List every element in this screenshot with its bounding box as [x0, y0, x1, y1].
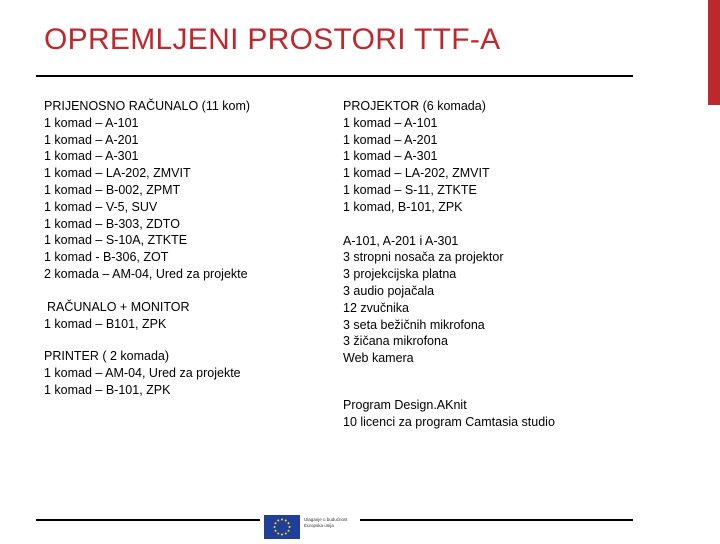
list-item: 3 žičana mikrofona: [343, 334, 448, 349]
left-column: [44, 98, 314, 399]
list-item: 1 komad – B-101, ZPK: [44, 382, 171, 397]
accent-bar: [708, 0, 720, 105]
list-item: 3 stropni nosača za projektor: [343, 250, 504, 265]
av-equipment-section: [343, 233, 643, 367]
list-item: 1 komad – A-201: [343, 132, 438, 147]
laptops-section: [44, 98, 314, 283]
eu-flag-icon: [264, 515, 300, 539]
list-item: 1 komad – A-101: [343, 115, 438, 130]
desktop-section: [44, 299, 314, 333]
eu-logo-line-2: Europska unija: [304, 523, 334, 528]
projectors-heading: PROJEKTOR (6 komada): [343, 99, 486, 113]
list-item: 12 zvučnika: [343, 300, 410, 315]
list-item: 3 projekcijska platna: [343, 267, 457, 282]
list-item: 1 komad – A-101: [44, 115, 139, 130]
list-item: 1 komad – LA-202, ZMVIT: [44, 166, 191, 181]
eu-logo-line-1: Ulaganje u budućnost: [304, 517, 348, 522]
list-item: 1 komad – A-301: [44, 149, 139, 164]
page-title: OPREMLJENI PROSTORI TTF-A: [44, 23, 501, 56]
eu-stars-icon: [264, 515, 300, 539]
list-item: 1 komad - B-306, ZOT: [44, 250, 169, 265]
list-item: 1 komad – B-002, ZPMT: [44, 182, 181, 197]
list-item: 2 komada – AM-04, Ured za projekte: [44, 266, 248, 281]
footer-divider-right: [360, 519, 633, 521]
desktop-heading: RAČUNALO + MONITOR: [47, 299, 190, 314]
av-equipment-heading: A-101, A-201 i A-301: [343, 233, 459, 248]
list-item: 1 komad, B-101, ZPK: [343, 199, 463, 214]
eu-logo: [264, 513, 358, 540]
list-item: 1 komad – A-301: [343, 149, 438, 164]
list-item: 1 komad – V-5, SUV: [44, 199, 158, 214]
laptops-heading: PRIJENOSNO RAČUNALO (11 kom): [44, 99, 251, 113]
list-item: 1 komad – LA-202, ZMVIT: [343, 166, 490, 181]
list-item: 1 komad – A-201: [44, 132, 139, 147]
list-item: 1 komad – S-10A, ZTKTE: [44, 233, 188, 248]
right-column: [343, 98, 643, 431]
software-section: [343, 397, 643, 431]
projectors-section: [343, 98, 643, 216]
footer-divider-left: [36, 519, 260, 521]
list-item: 3 seta bežičnih mikrofona: [343, 317, 485, 332]
software-heading: Program Design.AKnit: [343, 397, 467, 412]
list-item: Web kamera: [343, 351, 414, 366]
list-item: 1 komad – S-11, ZTKTE: [343, 182, 477, 197]
list-item: 3 audio pojačala: [343, 283, 435, 298]
list-item: 1 komad – B101, ZPK: [44, 316, 167, 331]
title-divider: [36, 75, 633, 77]
list-item: 10 licenci za program Camtasia studio: [343, 414, 555, 429]
list-item: 1 komad – B-303, ZDTO: [44, 216, 180, 231]
printers-section: [44, 348, 314, 398]
eu-logo-text: [304, 517, 348, 529]
printers-heading: PRINTER ( 2 komada): [44, 349, 170, 364]
list-item: 1 komad – AM-04, Ured za projekte: [44, 366, 241, 381]
